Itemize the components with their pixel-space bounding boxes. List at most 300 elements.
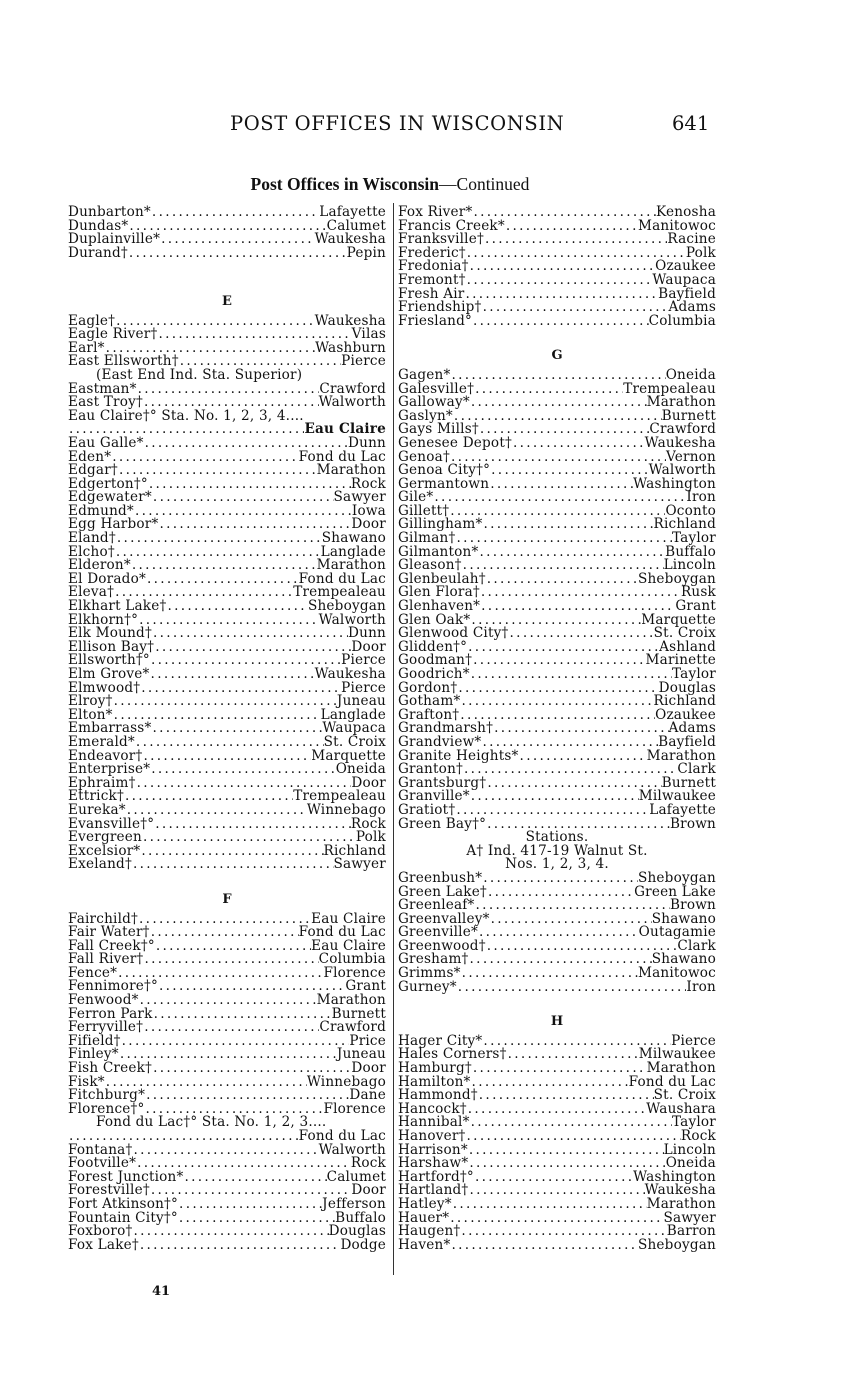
entry-name: Evergreen [68, 829, 142, 846]
entry-county: Burnett [661, 774, 716, 791]
entry-county: Waukesha [644, 1182, 716, 1199]
entry-name: Gile* [398, 489, 434, 506]
entry-name: Fitchburg* [68, 1087, 146, 1104]
leader-dots [450, 1239, 638, 1253]
leader-dots [132, 1144, 318, 1158]
entry-name: Hager City* [398, 1032, 483, 1049]
entry-name: Hancock† [398, 1100, 467, 1117]
entry-name: Finley* [68, 1046, 119, 1063]
entry-name: Green Lake† [398, 883, 487, 900]
entry-county: Marathon [316, 462, 386, 479]
entry-name: Gillingham* [398, 516, 483, 533]
entry-county: Marquette [641, 611, 716, 628]
leader-dots [113, 695, 337, 709]
entry-county: Rock [350, 815, 386, 832]
entry-name: Eastman* [68, 380, 137, 397]
leader-dots [150, 668, 315, 682]
entry-name: Ellison Bay† [68, 638, 155, 655]
entry-county: Walworth [318, 394, 386, 411]
leader-dots [139, 994, 317, 1008]
list-item [398, 475, 716, 492]
leader-dots [184, 1171, 327, 1185]
entry-county: Iron [686, 978, 716, 995]
entry-county: Buffalo [665, 543, 716, 560]
list-e [68, 312, 386, 370]
entry-name: Ferryville† [68, 1019, 144, 1036]
leader-dots [128, 247, 347, 261]
entry-county: Grant [675, 598, 716, 615]
entry-county: Oneida [665, 1155, 716, 1172]
entry-name: Evansville†° [68, 815, 155, 832]
entry-county: Outagamie [638, 924, 716, 941]
entry-name: Galesville† [398, 380, 475, 397]
leader-dots [467, 1103, 647, 1117]
leader-dots [151, 722, 322, 736]
entry-county: Buffalo [335, 1209, 386, 1226]
entry-county: Winnebago [306, 1073, 386, 1090]
entry-name: Elcho† [68, 543, 115, 560]
entry-county: Racine [667, 231, 716, 248]
entry-name: Gaslyn* [398, 407, 453, 424]
entry-county: Adams [668, 720, 716, 737]
entry-county: Marathon [646, 747, 716, 764]
entry-name: Emerald* [68, 733, 135, 750]
leader-dots [452, 1198, 647, 1212]
entry-name: Greenvalley* [398, 910, 490, 927]
entry-name: Hamburg† [398, 1060, 472, 1077]
entry-county: Marathon [316, 557, 386, 574]
leader-dots [465, 288, 659, 302]
section-title-main: Post Offices in Wisconsin [250, 174, 440, 194]
entry-name: Genoa† [398, 448, 450, 465]
entry-name: Elk Mound† [68, 625, 152, 642]
leader-dots [132, 858, 334, 872]
entry-county: Eau Claire [311, 937, 386, 954]
entry-county: Richland [323, 842, 386, 859]
leader-dots [489, 478, 633, 492]
entry-county: Douglas [328, 1223, 386, 1240]
leader-dots [472, 654, 645, 668]
entry-county: Columbia [648, 312, 716, 329]
entry-county: Clark [677, 761, 716, 778]
entry-name: Gotham* [398, 693, 461, 710]
list-f-continued [398, 206, 716, 328]
entry-name: Fair Water† [68, 924, 150, 941]
entry-name: Goodrich* [398, 666, 470, 682]
entry-name: Dundas* [68, 217, 129, 234]
entry-county: Marquette [311, 747, 386, 764]
entry-county: St. Croix [653, 1087, 716, 1104]
leader-dots [475, 899, 670, 913]
entry-county: Waupaca [322, 720, 386, 737]
entry-county: Rock [350, 1155, 386, 1172]
entry-county: St. Croix [323, 733, 386, 750]
entry-name: Earl* [68, 339, 105, 356]
entry-county: Burnett [661, 407, 716, 424]
entry-name: Forestville† [68, 1182, 150, 1199]
entry-name: Fox River* [398, 204, 473, 220]
entry-county: Washington [633, 475, 716, 492]
entry-county: Columbia [318, 951, 386, 968]
entry-name: Granite Heights* [398, 747, 519, 764]
entry-county: Taylor [671, 666, 716, 682]
entry-county: Juneau [336, 693, 386, 710]
entry-county: Marathon [646, 1060, 716, 1077]
entry-name: Glenhaven* [398, 598, 481, 615]
leader-dots [468, 1184, 644, 1198]
entry-name: Frederic† [398, 244, 466, 261]
entry-county: Winnebago [306, 801, 386, 818]
entry-name: Hartford†° [398, 1168, 474, 1185]
entry-name: Friendship† [398, 299, 482, 316]
leader-dots [135, 736, 324, 750]
leader-dots [150, 926, 299, 940]
entry-county: Oconto [665, 502, 716, 519]
entry-name: Eau Galle* [68, 434, 144, 451]
entry-name: Florence†° [68, 1100, 145, 1117]
entry-county: Iowa [351, 502, 386, 519]
entry-name: Fall River† [68, 951, 144, 968]
entry-county: Richland [653, 693, 716, 710]
leader-dots [121, 1035, 350, 1049]
entry-county: Marathon [646, 1195, 716, 1212]
entry-county: Pierce [341, 679, 386, 696]
letter-heading-f: F [222, 891, 232, 907]
entry-county: Trempealeau [293, 788, 386, 805]
entry-county: Fond du Lac [298, 924, 386, 941]
entry-county: Pierce [341, 353, 386, 370]
entry-name: Gilman† [398, 530, 456, 547]
leader-dots [486, 573, 638, 587]
entry-name: Durand† [68, 244, 128, 261]
entry-name: Haven* [398, 1236, 451, 1253]
entry-name: Hannibal* [398, 1114, 470, 1131]
entry-county: Waushara [646, 1100, 716, 1117]
entry-name: Fisk* [68, 1073, 105, 1090]
entry-county: Door [351, 638, 386, 655]
leader-dots [482, 518, 653, 532]
entry-county: Fond du Lac [298, 1128, 386, 1144]
entry-county: Lincoln [663, 1141, 716, 1158]
entry-name: Fennimore†° [68, 978, 159, 995]
list-f [68, 910, 386, 1117]
entry-name: Elroy† [68, 693, 113, 710]
entry-county: Rock [350, 475, 386, 492]
entry-county: Vilas [351, 326, 386, 343]
entry-county: Burnett [331, 1005, 386, 1022]
leader-dots [471, 1076, 629, 1090]
entry-county: Vernon [665, 448, 716, 465]
entry-name: East Troy† [68, 394, 144, 411]
leader-dots [150, 763, 335, 777]
list-item [398, 312, 716, 329]
entry-county: Ozaukee [655, 706, 716, 723]
leader-dots [478, 1089, 654, 1103]
entry-county: Fond du Lac [628, 1073, 716, 1090]
entry-name: Ephraim† [68, 774, 136, 791]
leader-dots [461, 967, 638, 981]
entry-name: Fond du Lac†° Sta. No. 1, 2, 3.... [96, 1114, 327, 1131]
list-d [68, 206, 386, 260]
entry-county: Douglas [658, 679, 716, 696]
entry-name: Edgar† [68, 462, 118, 479]
list-item [398, 978, 716, 995]
leader-dots [140, 682, 341, 696]
entry-county: Eau Claire [311, 910, 386, 927]
entry-name: Eagle River† [68, 326, 158, 343]
leader-dots [462, 559, 664, 573]
leader-dots [472, 315, 649, 329]
list-item [398, 1236, 716, 1253]
list-h [398, 1032, 716, 1253]
entry-county: Crawford [319, 1019, 386, 1036]
entry-county: Rusk [680, 584, 716, 601]
leader-dots [138, 614, 319, 628]
list-item [68, 1236, 386, 1253]
list-item [68, 244, 386, 261]
entry-county: Eau Claire [304, 421, 386, 438]
entry-name: Hales Corners† [398, 1046, 507, 1063]
entry-name: Gagen* [398, 366, 451, 383]
entry-county: Green Lake [634, 883, 716, 900]
leader-dots [507, 1048, 639, 1062]
leader-dots [490, 913, 652, 927]
entry-name: Gleason† [398, 557, 462, 574]
leader-dots [484, 233, 667, 247]
entry-county: Marathon [646, 394, 716, 411]
entry-county: Florence [323, 964, 386, 981]
entry-county: Pepin [346, 244, 386, 261]
entry-name: Gays Mills† [398, 421, 479, 438]
entry-county: Sheboygan [637, 1236, 716, 1253]
entry-name: Edgerton†° [68, 475, 148, 492]
leader-dots [178, 1212, 335, 1226]
entry-county: Walworth [648, 462, 716, 479]
leader-dots [505, 220, 638, 234]
leader-dots [133, 1225, 329, 1239]
entry-county: Shawano [321, 530, 386, 547]
entry-name: Hatley* [398, 1195, 452, 1212]
entry-county: Dunn [348, 625, 386, 642]
stations-text: A† Ind. 417-19 Walnut St. [466, 842, 648, 859]
list-item [68, 858, 386, 872]
leader-dots [470, 1116, 672, 1130]
leader-dots [486, 940, 678, 954]
entry-county: Door [351, 1182, 386, 1199]
leader-dots [470, 790, 639, 804]
entry-name: Greenbush* [398, 869, 483, 886]
entry-county: Langlade [320, 543, 386, 560]
leader-dots [151, 206, 319, 220]
entry-county: Sheboygan [637, 869, 716, 886]
leader-dots [449, 1212, 663, 1226]
entry-name: Genoa City†° [398, 462, 491, 479]
leader-dots [472, 1062, 647, 1076]
leader-dots [466, 1130, 681, 1144]
entry-county: Door [351, 1060, 386, 1077]
leader-dots [143, 953, 318, 967]
entry-name: Grafton† [398, 706, 460, 723]
leader-dots [456, 532, 672, 546]
entry-county: Calumet [326, 1168, 386, 1185]
entry-name: Harshaw* [398, 1155, 469, 1172]
list-f [68, 1141, 386, 1253]
entry-name: Hartland† [398, 1182, 469, 1199]
leader-dots [154, 641, 351, 655]
entry-name: Fairchild† [68, 910, 139, 927]
entry-name: Ferron Park [68, 1005, 153, 1022]
entry-county: Lincoln [663, 557, 716, 574]
entry-name: Fort Atkinson†° [68, 1195, 179, 1212]
entry-county: Waukesha [314, 231, 386, 248]
entry-county: Manitowoc [637, 965, 716, 982]
leader-dots [493, 722, 668, 736]
entry-county: Calumet [326, 217, 386, 234]
entry-name: Edmund* [68, 502, 134, 519]
leader-dots [148, 478, 351, 492]
entry-name: Fremont† [398, 271, 466, 288]
leader-dots [470, 396, 647, 410]
entry-name: Francis Creek* [398, 217, 505, 234]
entry-name: Haugen† [398, 1223, 461, 1240]
letter-heading-h: H [550, 1013, 564, 1029]
entry-county: Oneida [335, 761, 386, 778]
entry-county: Marathon [316, 992, 386, 1009]
leader-dots [154, 818, 351, 832]
entry-name: Hauer* [398, 1209, 450, 1226]
entry-name: Glenbeulah† [398, 570, 486, 587]
entry-name: Eureka* [68, 801, 126, 818]
entry-county: Dunn [348, 434, 386, 451]
entry-county: Bayfield [658, 285, 716, 302]
leader-dots [116, 532, 322, 546]
leader-dots [482, 301, 669, 315]
entry-county: Rock [680, 1128, 716, 1144]
stations-text: Nos. 1, 2, 3, 4. [505, 856, 609, 873]
entry-county: Clark [677, 937, 716, 954]
entry-name: Hanover† [398, 1128, 466, 1144]
leader-dots [486, 777, 661, 791]
entry-name: Glen Flora† [398, 584, 480, 601]
entry-name: Gordon† [398, 679, 458, 696]
entry-county: Waukesha [314, 312, 386, 329]
entry-county: Pierce [341, 652, 386, 669]
entry-county: Crawford [649, 421, 716, 438]
entry-name: Elton* [68, 706, 113, 723]
entry-county: Richland [653, 516, 716, 533]
entry-name: Fifield† [68, 1032, 121, 1049]
entry-county: Walworth [318, 611, 386, 628]
entry-county: Grant [345, 978, 386, 995]
column-divider [393, 203, 394, 1275]
entry-name: Forest Junction* [68, 1168, 184, 1185]
entry-county: Iron [686, 489, 716, 506]
entry-name: Foxboro† [68, 1223, 133, 1240]
entry-name: Egg Harbor* [68, 516, 159, 533]
entry-name: Eau Claire†° Sta. No. 1, 2, 3, 4.... [68, 407, 304, 424]
leader-dots [155, 940, 311, 954]
entry-county: Lafayette [649, 801, 716, 818]
stations-text: Stations. [525, 829, 589, 846]
list-e [68, 380, 386, 411]
entry-county: Waukesha [314, 666, 386, 682]
entry-name: Embarrass* [68, 720, 152, 737]
entry-name: Fountain City†° [68, 1209, 178, 1226]
page-header [0, 112, 859, 140]
entry-name: Gurney* [398, 978, 457, 995]
entry-name: Exeland† [68, 856, 132, 873]
entry-name: Fox Lake† [68, 1236, 139, 1253]
entry-county: Ashland [659, 638, 716, 655]
leader-dots [512, 437, 645, 451]
entry-name: Excelsior* [68, 842, 141, 859]
entry-name: Glidden†° [398, 638, 468, 655]
entry-name: Footville* [68, 1155, 137, 1172]
entry-name: Grantsburg† [398, 774, 487, 791]
entry-county: Dodge [340, 1236, 386, 1253]
leader-dots [433, 491, 686, 505]
page-number: 641 [672, 112, 710, 135]
entry-county: Marinette [645, 652, 716, 669]
entry-name: Edgewater* [68, 489, 152, 506]
leader-dots [480, 586, 681, 600]
entry-county: Door [351, 774, 386, 791]
leader-dots [463, 763, 677, 777]
entry-county: Sawyer [333, 856, 386, 873]
leader-dots [460, 695, 653, 709]
signature-mark: 41 [152, 1284, 171, 1299]
entry-county: Waupaca [652, 271, 716, 288]
entry-name: Fall Creek†° [68, 937, 155, 954]
entry-name: Ettrick† [68, 788, 124, 805]
entry-name: Fresh Air [398, 285, 465, 302]
leader-dots [487, 886, 634, 900]
leader-dots [152, 491, 334, 505]
leader-dots [115, 546, 321, 560]
leader-dots [490, 464, 648, 478]
entry-county: Polk [685, 244, 716, 261]
left-column [68, 206, 386, 1252]
entry-county: Sawyer [663, 1209, 716, 1226]
entry-name: Harrison* [398, 1141, 468, 1158]
section-title-continued: —Continued [439, 174, 530, 194]
leader-dots [137, 383, 320, 397]
entry-name: Friesland° [398, 312, 473, 329]
entry-name: Grandmarsh† [398, 720, 494, 737]
entry-name: Elderon* [68, 557, 131, 574]
leader-dots [178, 1198, 322, 1212]
entry-county: Adams [668, 299, 716, 316]
entry-name: Genesee Depot† [398, 434, 512, 451]
leader-dots [474, 1171, 633, 1185]
entry-name: Gresham† [398, 951, 469, 968]
leader-dots [138, 913, 311, 927]
leader-dots [124, 790, 293, 804]
leader-dots [140, 845, 323, 859]
entry-county: Taylor [671, 530, 716, 547]
leader-dots [479, 546, 666, 560]
entry-county: St. Croix [653, 625, 716, 642]
leader-dots [143, 750, 312, 764]
entry-name: Greenwood† [398, 937, 486, 954]
page-title: POST OFFICES IN WISCONSIN [230, 112, 565, 135]
entry-county: Kenosha [655, 204, 716, 220]
entry-name: East Ellsworth† [68, 353, 179, 370]
entry-county: Bayfield [658, 733, 716, 750]
list-e [68, 434, 386, 873]
entry-county: Milwaukee [638, 788, 716, 805]
entry-name: Eden* [68, 448, 112, 465]
